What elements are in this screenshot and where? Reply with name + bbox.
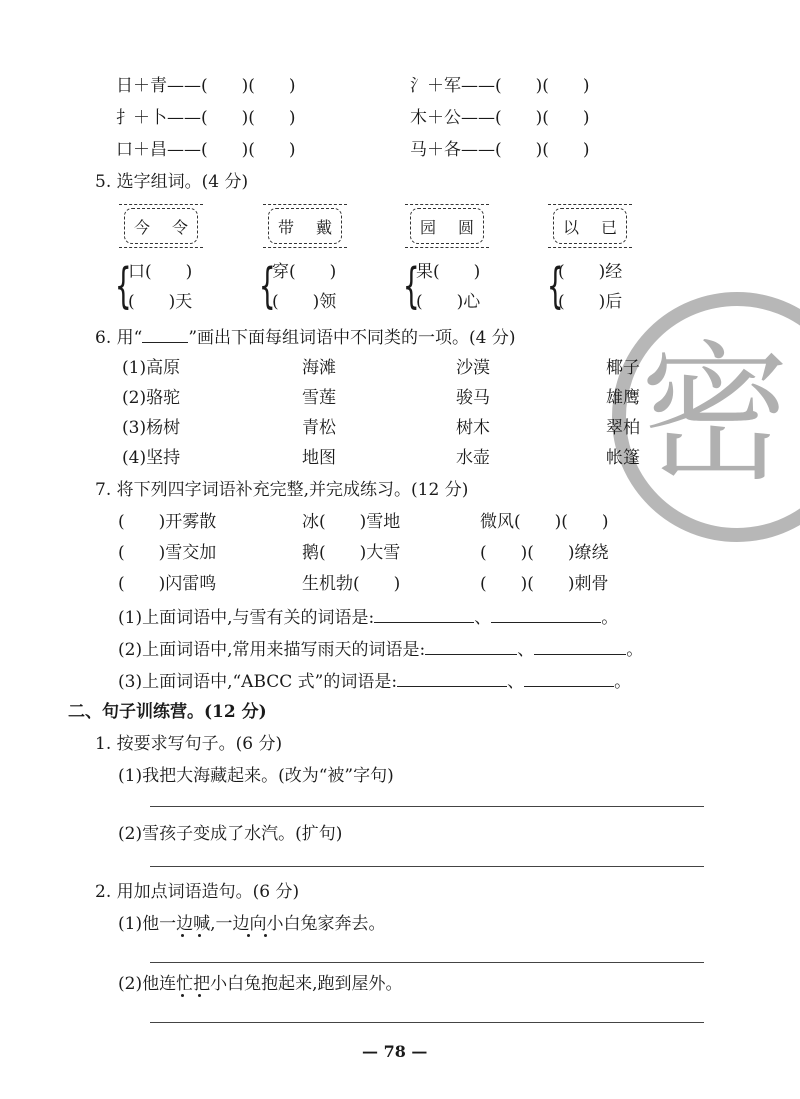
q7-sub3 [118,672,631,691]
s2-q1a: (1)我把大海藏起来。(改为“被”字句) [118,766,394,786]
q7-r2-c2: 鹅( )大雪 [302,543,401,563]
q6-r2-c1: (2)骆驼 [122,388,181,408]
answer-line-1[interactable] [150,806,704,807]
q6-r1-c4: 椰子 [606,358,640,378]
brace-3: { [402,258,420,314]
char-box-3-b: 圆 [458,217,475,237]
q6-title-post: ”画出下面每组词语中不同类的一项。(4 分) [188,328,516,348]
q7-r2-c3: ( )( )缭绕 [480,543,609,563]
radical-row-1-right: 氵＋军——( )( ) [410,76,590,96]
period: 。 [626,640,644,660]
q7-r3-c2: 生机勃( ) [302,574,401,594]
q7-title: 7. 将下列四字词语补充完整,并完成练习。(12 分) [95,480,469,500]
q6-title [95,328,516,347]
q6-r3-c1: (3)杨树 [122,418,181,438]
pair-2-bottom: ( )领 [272,292,337,312]
char-box-2-a: 带 [277,217,294,237]
q7-r1-c2: 冰( )雪地 [302,512,401,532]
q6-r3-c2: 青松 [302,418,336,438]
pair-3-bottom: ( )心 [416,292,481,312]
separator: 、 [517,640,535,660]
pair-2-top: 穿( ) [272,262,337,282]
q6-r2-c2: 雪莲 [302,388,336,408]
section-2-title: 二、句子训练营。(12 分) [68,702,267,722]
q7-sub3-blank-2 [524,672,614,687]
char-box-1-a: 今 [133,217,150,237]
q7-sub1 [118,608,618,627]
emphasis-dot [181,994,184,997]
q7-sub1-text: (1)上面词语中,与雪有关的词语是: [118,608,375,628]
q6-r4-c4: 帐篷 [606,448,640,468]
q7-sub2-blank-2 [534,640,626,655]
answer-line-2[interactable] [150,866,704,867]
s2-q1b: (2)雪孩子变成了水汽。(扩句) [118,824,343,844]
q7-r1-c3: 微风( )( ) [480,512,609,532]
s2-q2-title: 2. 用加点词语造句。(6 分) [95,882,300,902]
seal-character: 密 [640,328,791,502]
separator: 、 [474,608,492,628]
q6-r1-c3: 沙漠 [456,358,490,378]
char-box-2-b: 戴 [316,217,333,237]
emphasis-dot [198,934,201,937]
char-box-4 [553,208,627,244]
char-box-3-a: 园 [419,217,436,237]
emphasis-dot [247,934,250,937]
q6-r1-c1: (1)高原 [122,358,181,378]
answer-line-4[interactable] [150,1022,704,1023]
s2-q2b: (2)他连忙把小白兔抱起来,跑到屋外。 [118,974,403,994]
q7-sub2-blank-1 [425,640,517,655]
s2-q2a: (1)他一边喊,一边向小白兔家奔去。 [118,914,386,934]
pair-1-top: 口( ) [128,262,193,282]
radical-row-1-left: 日＋青——( )( ) [116,76,296,96]
char-box-1-b: 令 [172,217,189,237]
q7-r3-c3: ( )( )刺骨 [480,574,609,594]
q7-sub1-blank-1 [374,608,474,623]
q6-r4-c2: 地图 [302,448,336,468]
pair-4-bottom: ( )后 [558,292,623,312]
q6-r4-c3: 水壶 [456,448,490,468]
separator: 、 [507,672,525,692]
q6-r2-c4: 雄鹰 [606,388,640,408]
q6-r3-c4: 翠柏 [606,418,640,438]
period: 。 [601,608,619,628]
q7-sub2 [118,640,643,659]
s2-q1-title: 1. 按要求写句子。(6 分) [95,734,283,754]
q7-sub3-blank-1 [397,672,507,687]
pair-1-bottom: ( )天 [128,292,193,312]
pair-3-top: 果( ) [416,262,481,282]
brace-1: { [114,258,132,314]
answer-line-3[interactable] [150,962,704,963]
q7-sub2-text: (2)上面词语中,常用来描写雨天的词语是: [118,640,426,660]
emphasis-dot [181,934,184,937]
radical-row-3-right: 马＋各——( )( ) [410,140,590,160]
emphasis-dot [198,994,201,997]
brace-2: { [258,258,276,314]
q7-sub3-text: (3)上面词语中,“ABCC 式”的词语是: [118,672,398,692]
emphasis-dot [264,934,267,937]
page-number: — 78 — [362,1042,428,1061]
q7-r2-c1: ( )雪交加 [118,543,217,563]
radical-row-3-left: 口＋昌——( )( ) [116,140,296,160]
period: 。 [614,672,632,692]
q6-r3-c3: 树木 [456,418,490,438]
q5-title: 5. 选字组词。(4 分) [95,172,249,192]
q7-r1-c1: ( )开雾散 [118,512,217,532]
q6-r4-c1: (4)坚持 [122,448,181,468]
q7-r3-c1: ( )闪雷鸣 [118,574,217,594]
q7-sub1-blank-2 [491,608,601,623]
brace-4: { [546,258,564,314]
radical-row-2-right: 木＋公——( )( ) [410,108,590,128]
char-box-3 [410,208,484,244]
pair-4-top: ( )经 [558,262,623,282]
char-box-1 [124,208,198,244]
q6-r1-c2: 海滩 [302,358,336,378]
q6-title-pre: 6. 用“ [95,328,143,348]
radical-row-2-left: 扌＋卜——( )( ) [116,108,296,128]
char-box-2 [268,208,342,244]
char-box-4-b: 已 [601,217,618,237]
q6-underline-sample [142,328,188,343]
char-box-4-a: 以 [562,217,579,237]
q6-r2-c3: 骏马 [456,388,490,408]
